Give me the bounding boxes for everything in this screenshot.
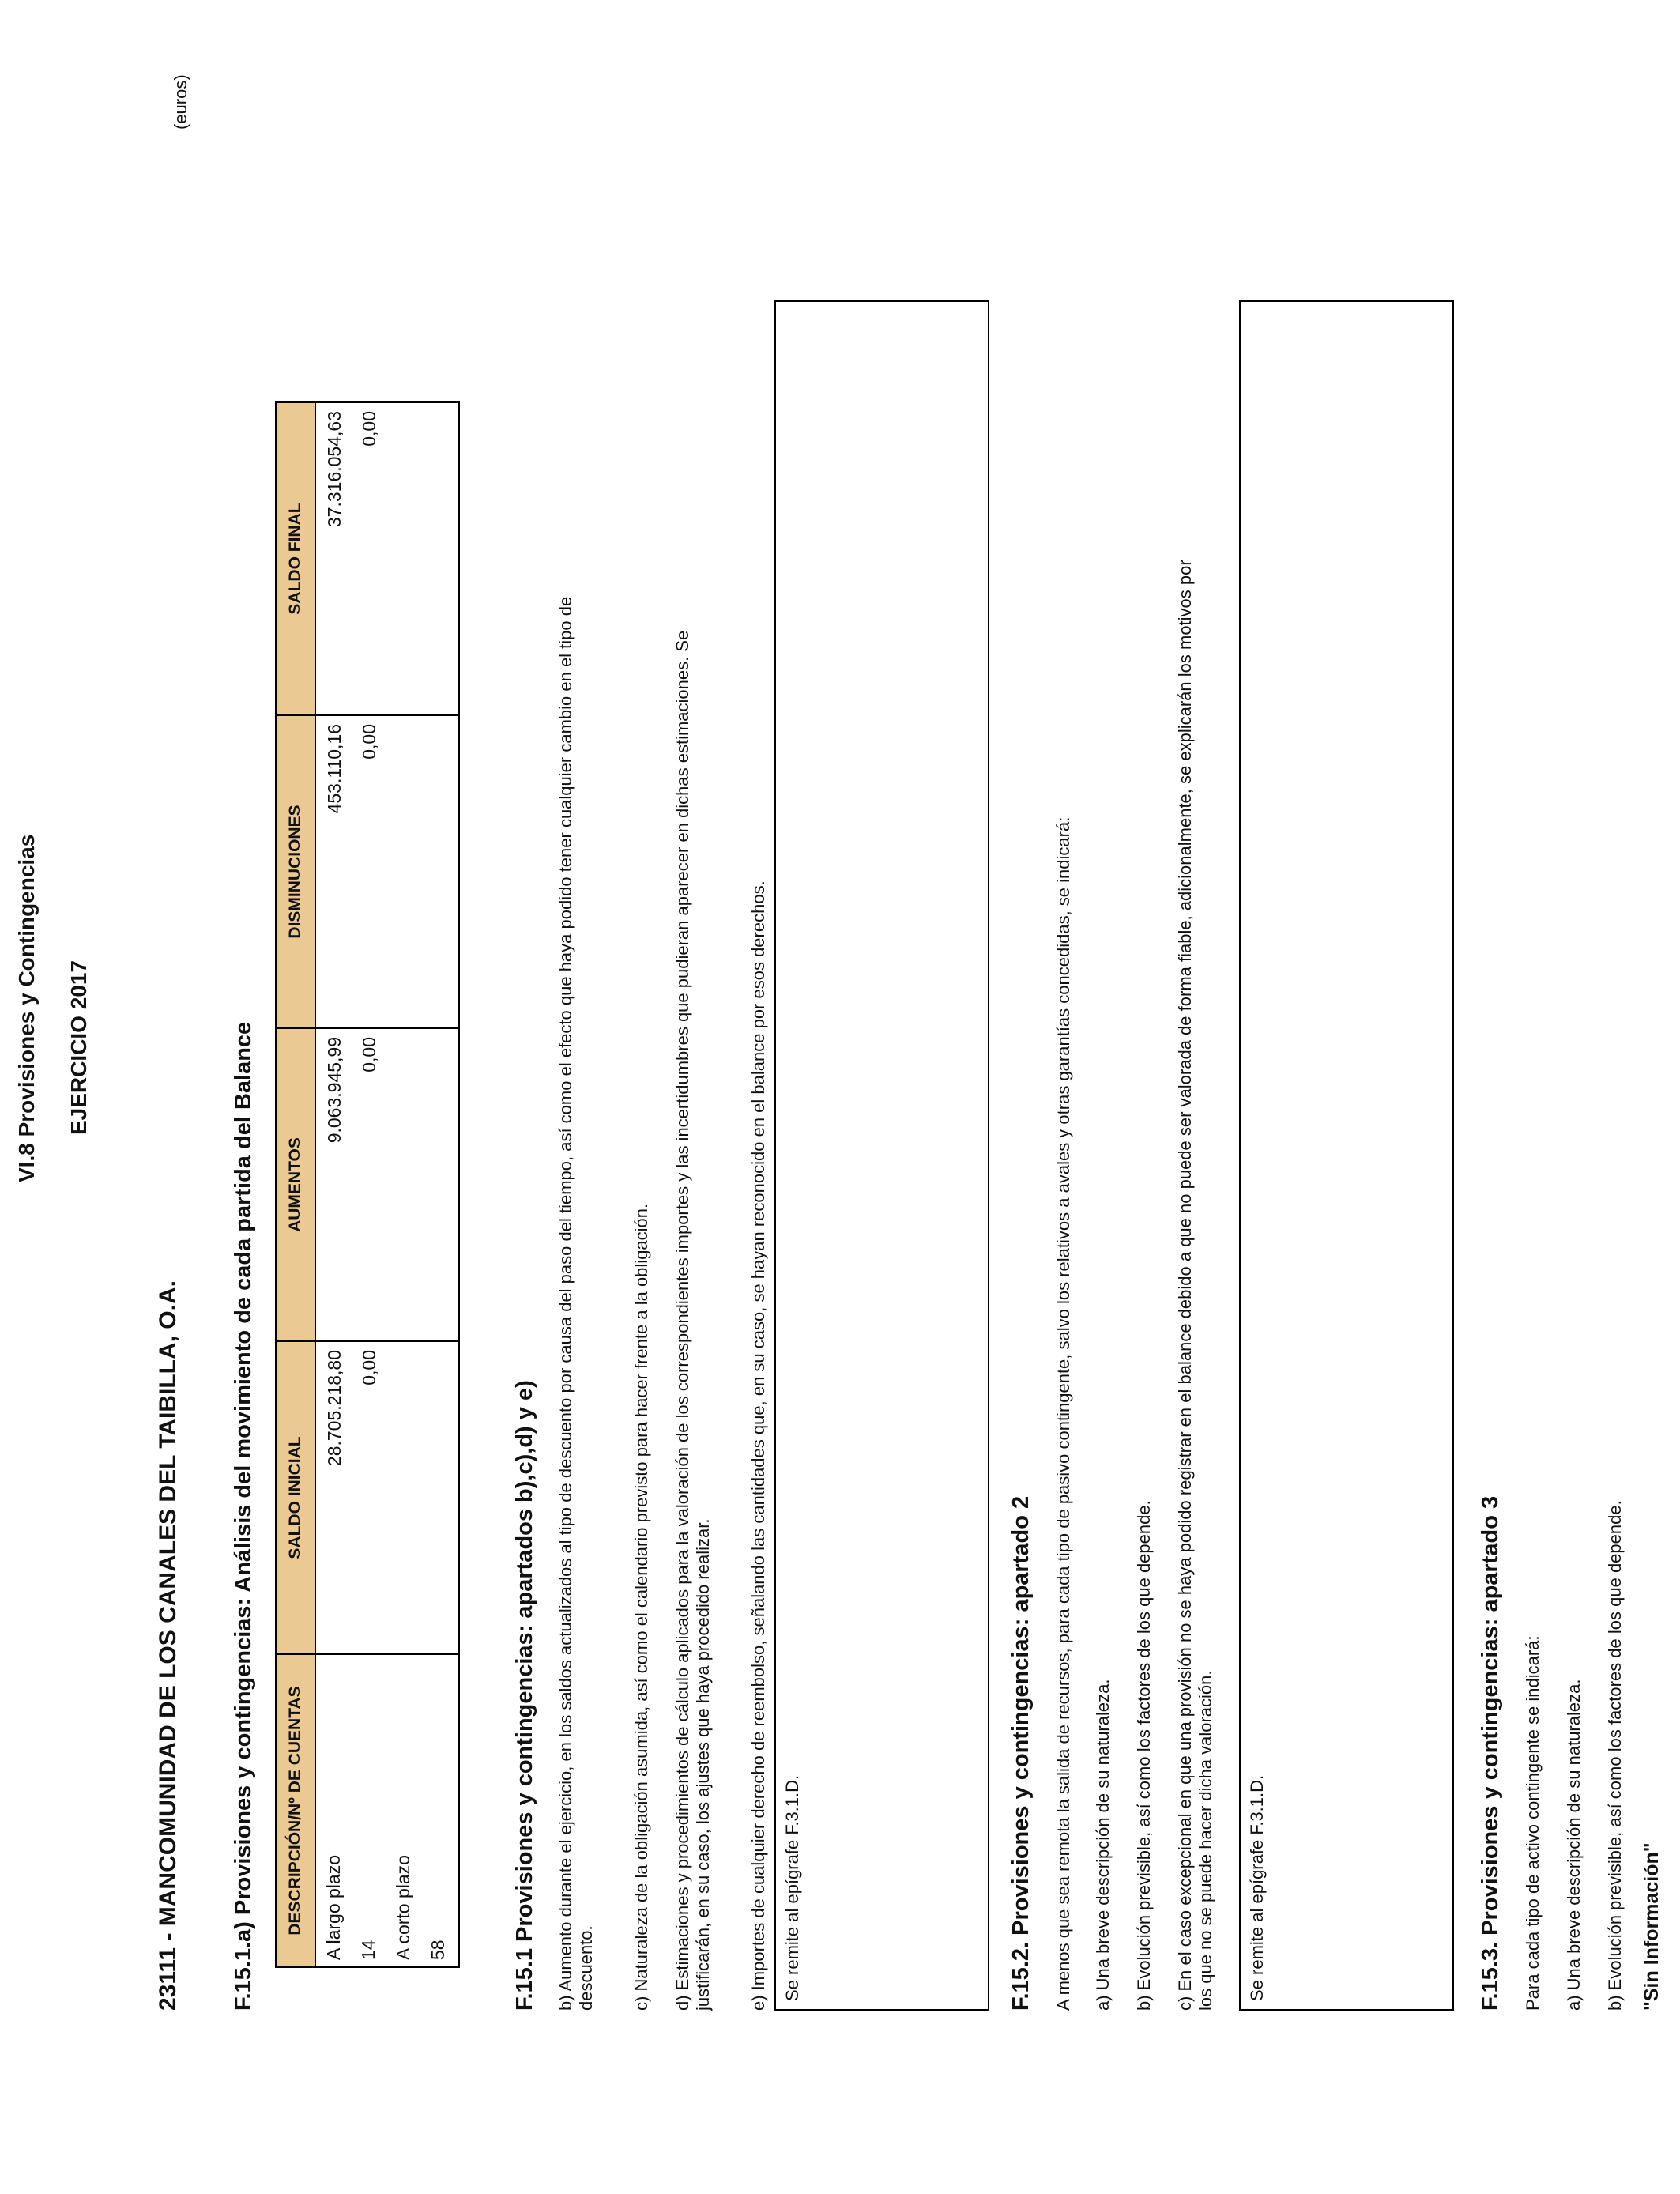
section2-b: b) Evolución previsible, así como los factores de los que depende. xyxy=(1134,1500,1154,2011)
section1-response-text: Se remite al epígrafe F.3.1.D. xyxy=(782,1774,802,2001)
section1-b-line2: descuento. xyxy=(576,1925,596,2011)
section2-title: F.15.2. Provisiones y contingencias: apartado 2 xyxy=(1008,1495,1034,2011)
section3-b: b) Evolución previsible, así como los factores de los que depende. xyxy=(1605,1500,1625,2011)
row-account: 14 xyxy=(358,1940,379,1960)
aumentos-largo: 9.063.945,99 xyxy=(324,1037,345,1144)
row-account: 58 xyxy=(428,1940,448,1960)
section2-a: a) Una breve descripción de su naturaleza. xyxy=(1093,1679,1113,2011)
section1-title: F.15.1 Provisiones y contingencias: apartados b),c),d) y e) xyxy=(512,1380,537,2011)
section1-c: c) Naturaleza de la obligación asumida, así como el calendario previsto para hacer frente a la obligación. xyxy=(631,1203,651,2011)
section1-d-line1: d) Estimaciones y procedimientos de cálculo aplicados para la valoración de los correspondientes importes y las incertidumbres que pudieran aparecer en dichas estimaciones. Se xyxy=(672,630,692,2011)
section1-response-box xyxy=(774,300,989,2011)
saldo-inicial-cell xyxy=(315,1341,459,1654)
unit-label: (euros) xyxy=(171,74,190,130)
col-header-description: DESCRIPCIÓN/Nº DE CUENTAS xyxy=(276,1654,315,1967)
row-description-cell xyxy=(315,1654,459,1967)
aumentos-corto: 0,00 xyxy=(359,1037,379,1072)
disminuciones-largo: 453.110,16 xyxy=(324,724,345,814)
section1-d-line2: justificarán, en su caso, los ajustes que haya procedido realizar. xyxy=(693,1518,713,2011)
table-header-row xyxy=(276,402,315,1967)
saldo-inicial-corto: 0,00 xyxy=(359,1350,379,1385)
section2-intro: A menos que sea remota la salida de recursos, para cada tipo de pasivo contingente, salvo los relativos a avales y otras garantías concedidas, se indicará: xyxy=(1053,816,1073,2011)
section2-response-box xyxy=(1239,300,1454,2011)
section3-note: "Sin Información" xyxy=(1640,1842,1663,2011)
disminuciones-corto: 0,00 xyxy=(359,724,379,760)
section2-c-line1: c) En el caso excepcional en que una provisión no se haya podido registrar en el balance debido a que no puede ser valorada de forma fiable, adicionalmente, se explicarán los motivos por xyxy=(1175,560,1195,2011)
table-row xyxy=(315,402,459,1967)
page-title: VI.8 Provisiones y Contingencias xyxy=(14,834,39,1182)
saldo-final-largo: 37.316.054,63 xyxy=(324,411,345,528)
saldo-final-cell xyxy=(315,402,459,715)
section3-title: F.15.3. Provisiones y contingencias: apartado 3 xyxy=(1478,1495,1503,2011)
section1-e: e) Importes de cualquier derecho de reembolso, señalando las cantidades que, en su caso, se hayan reconocido en el balance por esos derechos. xyxy=(748,880,768,2011)
aumentos-cell xyxy=(315,1028,459,1341)
section3-intro: Para cada tipo de activo contingente se indicará: xyxy=(1523,1635,1543,2011)
table-section-title: F.15.1.a) Provisiones y contingencias: Análisis del movimiento de cada partida del Balance xyxy=(231,1021,256,2011)
section2-c-line2: los que no se puede hacer dicha valoración. xyxy=(1196,1670,1215,2011)
section2-response-text: Se remite al epígrafe F.3.1.D. xyxy=(1247,1774,1267,2001)
col-header-saldo-final: SALDO FINAL xyxy=(276,402,315,715)
row-description: A corto plazo xyxy=(393,1855,413,1960)
fiscal-year: EJERCICIO 2017 xyxy=(66,960,91,1135)
entity-name: 23111 - MANCOMUNIDAD DE LOS CANALES DEL TAIBILLA, O.A. xyxy=(155,1280,181,2011)
disminuciones-cell xyxy=(315,715,459,1028)
col-header-saldo-inicial: SALDO INICIAL xyxy=(276,1341,315,1654)
col-header-disminuciones: DISMINUCIONES xyxy=(276,715,315,1028)
section3-a: a) Una breve descripción de su naturaleza. xyxy=(1564,1679,1584,2011)
saldo-final-corto: 0,00 xyxy=(359,411,379,447)
row-description: A largo plazo xyxy=(323,1855,344,1960)
provisions-movement-table xyxy=(275,401,460,1968)
col-header-aumentos: AUMENTOS xyxy=(276,1028,315,1341)
section1-b-line1: b) Aumento durante el ejercicio, en los saldos actualizados al tipo de descuento por causa del paso del tiempo, así como el efecto que haya podido tener cualquier cambio en el tipo de xyxy=(556,596,575,2011)
saldo-inicial-largo: 28.705.218,80 xyxy=(324,1350,345,1467)
